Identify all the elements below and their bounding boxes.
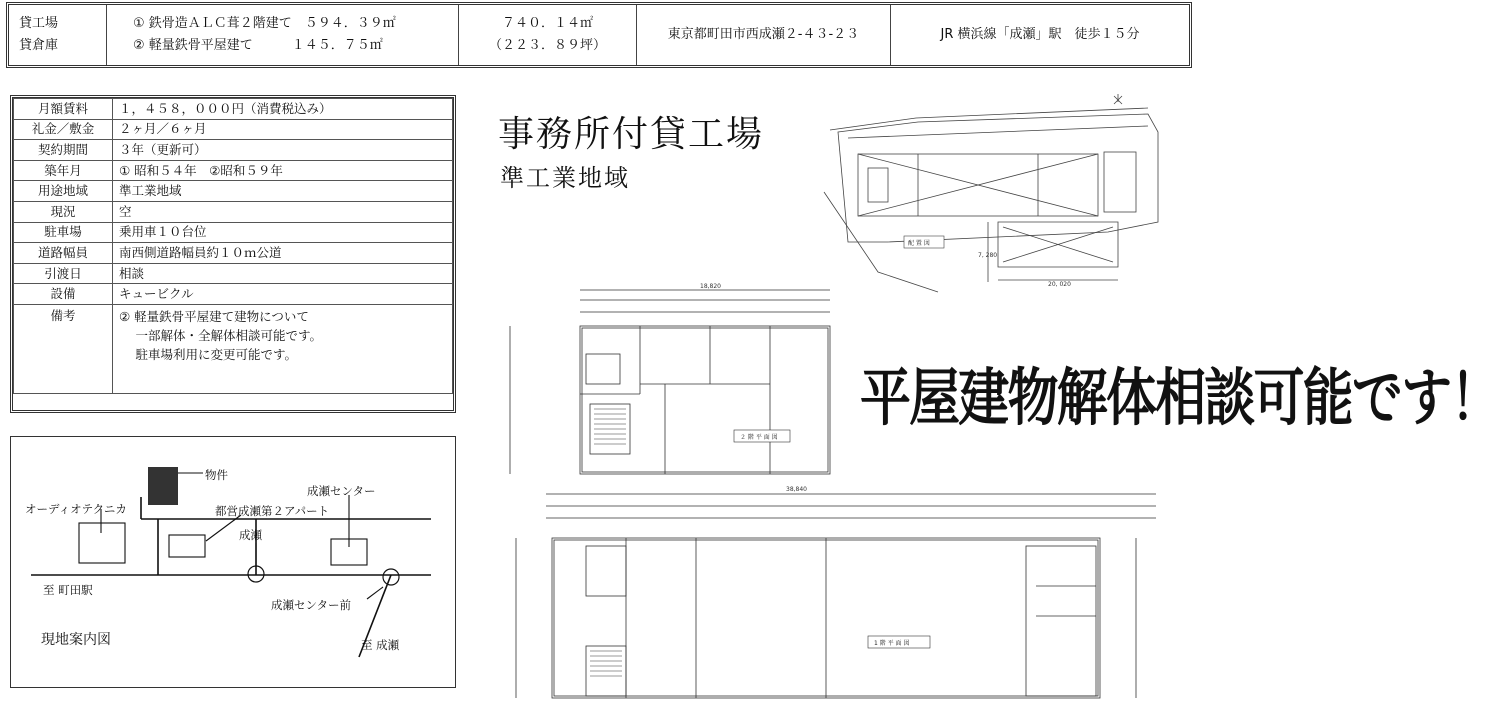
- floor-plan-2f: [490, 284, 840, 484]
- site-plan-drawing: [818, 92, 1178, 308]
- site-plan: [818, 92, 1178, 308]
- total-area-cell: [459, 5, 637, 65]
- plan-1f-overall: 38,840: [786, 486, 807, 493]
- total-tsubo: （２２３．８９坪）: [488, 38, 606, 53]
- note-line: 駐車場利用に変更可能です。: [119, 346, 297, 362]
- map-label-naruse-center: 成瀬センター: [307, 484, 376, 498]
- spec-value: ３年（更新可）: [113, 140, 453, 161]
- spec-row: [14, 140, 453, 161]
- building-cell: [107, 5, 459, 65]
- access: JR 横浜線「成瀬」駅 徒歩１５分: [940, 27, 1140, 42]
- type-label-warehouse: 貸倉庫: [19, 38, 59, 53]
- floor-plan-1f: [496, 486, 1196, 704]
- spec-value: 南西側道路幅員約１０ｍ公道: [113, 243, 453, 264]
- floor-plan-2f-drawing: [490, 284, 840, 484]
- spec-row: [14, 263, 453, 284]
- site-plan-dim-h: 7, 280: [978, 252, 998, 259]
- spec-key: 駐車場: [14, 222, 113, 243]
- spec-key: 引渡日: [14, 263, 113, 284]
- spec-key: 現況: [14, 201, 113, 222]
- map-label-audio-technica: オーディオテクニカ: [25, 502, 127, 516]
- page-title: 事務所付貸工場: [498, 114, 765, 155]
- spec-table: [10, 95, 456, 413]
- spec-row: [14, 160, 453, 181]
- spec-key: 築年月: [14, 160, 113, 181]
- map-label-property: 物件: [205, 468, 228, 482]
- promo-text: 平屋建物解体相談可能です！: [860, 361, 1500, 434]
- plan-2f-overall: 18,820: [700, 283, 721, 290]
- spec-row: [14, 201, 453, 222]
- spec-key: 道路幅員: [14, 243, 113, 264]
- property-marker: [148, 467, 178, 505]
- spec-note: [113, 304, 453, 393]
- spec-value: ① 昭和５４年 ②昭和５９年: [113, 160, 453, 181]
- address-cell: [637, 5, 891, 65]
- spec-row: [14, 181, 453, 202]
- note-line: 一部解体・全解体相談可能です。: [119, 327, 322, 343]
- access-cell: [891, 5, 1189, 65]
- floor-plan-1f-drawing: [496, 486, 1196, 704]
- spec-value: 空: [113, 201, 453, 222]
- spec-key: 月額賃料: [14, 99, 113, 120]
- address: 東京都町田市西成瀬２-４３-２３: [667, 27, 860, 42]
- spec-key: 設備: [14, 284, 113, 305]
- type-label-factory: 貸工場: [19, 16, 59, 31]
- property-header: [6, 2, 1192, 68]
- map-label-to-machida: 至 町田駅: [43, 583, 93, 597]
- spec-row: [14, 99, 453, 120]
- plan-2f-label: ２ 階 平 面 図: [740, 434, 778, 441]
- map-label-apartment: 都営成瀬第２アパート: [215, 504, 330, 518]
- type-cell: [9, 5, 107, 65]
- site-plan-label: 配 置 図: [908, 240, 930, 247]
- spec-value: キュービクル: [113, 284, 453, 305]
- location-map: [10, 436, 456, 688]
- building-2: ② 軽量鉄骨平屋建て １４５．７５㎡: [133, 38, 383, 53]
- spec-row: [14, 284, 453, 305]
- map-label-naruse-center-mae: 成瀬センター前: [271, 598, 352, 612]
- spec-value: 乗用車１０台位: [113, 222, 453, 243]
- spec-value: ２ヶ月／６ヶ月: [113, 119, 453, 140]
- spec-value: １，４５８，０００円（消費税込み）: [113, 99, 453, 120]
- spec-row: [14, 222, 453, 243]
- spec-key: 備考: [14, 304, 113, 393]
- map-label-to-naruse: 至 成瀬: [361, 638, 400, 652]
- map-caption: 現地案内図: [41, 632, 111, 648]
- spec-value: 相談: [113, 263, 453, 284]
- plan-1f-label: 1 階 平 面 図: [874, 640, 910, 647]
- note-line: ② 軽量鉄骨平屋建て建物について: [119, 308, 309, 324]
- map-label-naruse: 成瀬: [239, 528, 262, 542]
- building-1: ① 鉄骨造ＡＬＣ葺２階建て ５９４．３９㎡: [133, 16, 396, 31]
- site-plan-dim-w: 20, 020: [1048, 281, 1071, 288]
- spec-row: [14, 119, 453, 140]
- spec-row-note: [14, 304, 453, 393]
- zone-label: 準工業地域: [500, 164, 630, 192]
- spec-value: 準工業地域: [113, 181, 453, 202]
- total-area: ７４０．１４㎡: [501, 16, 593, 31]
- spec-key: 礼金／敷金: [14, 119, 113, 140]
- spec-row: [14, 243, 453, 264]
- spec-key: 契約期間: [14, 140, 113, 161]
- spec-key: 用途地域: [14, 181, 113, 202]
